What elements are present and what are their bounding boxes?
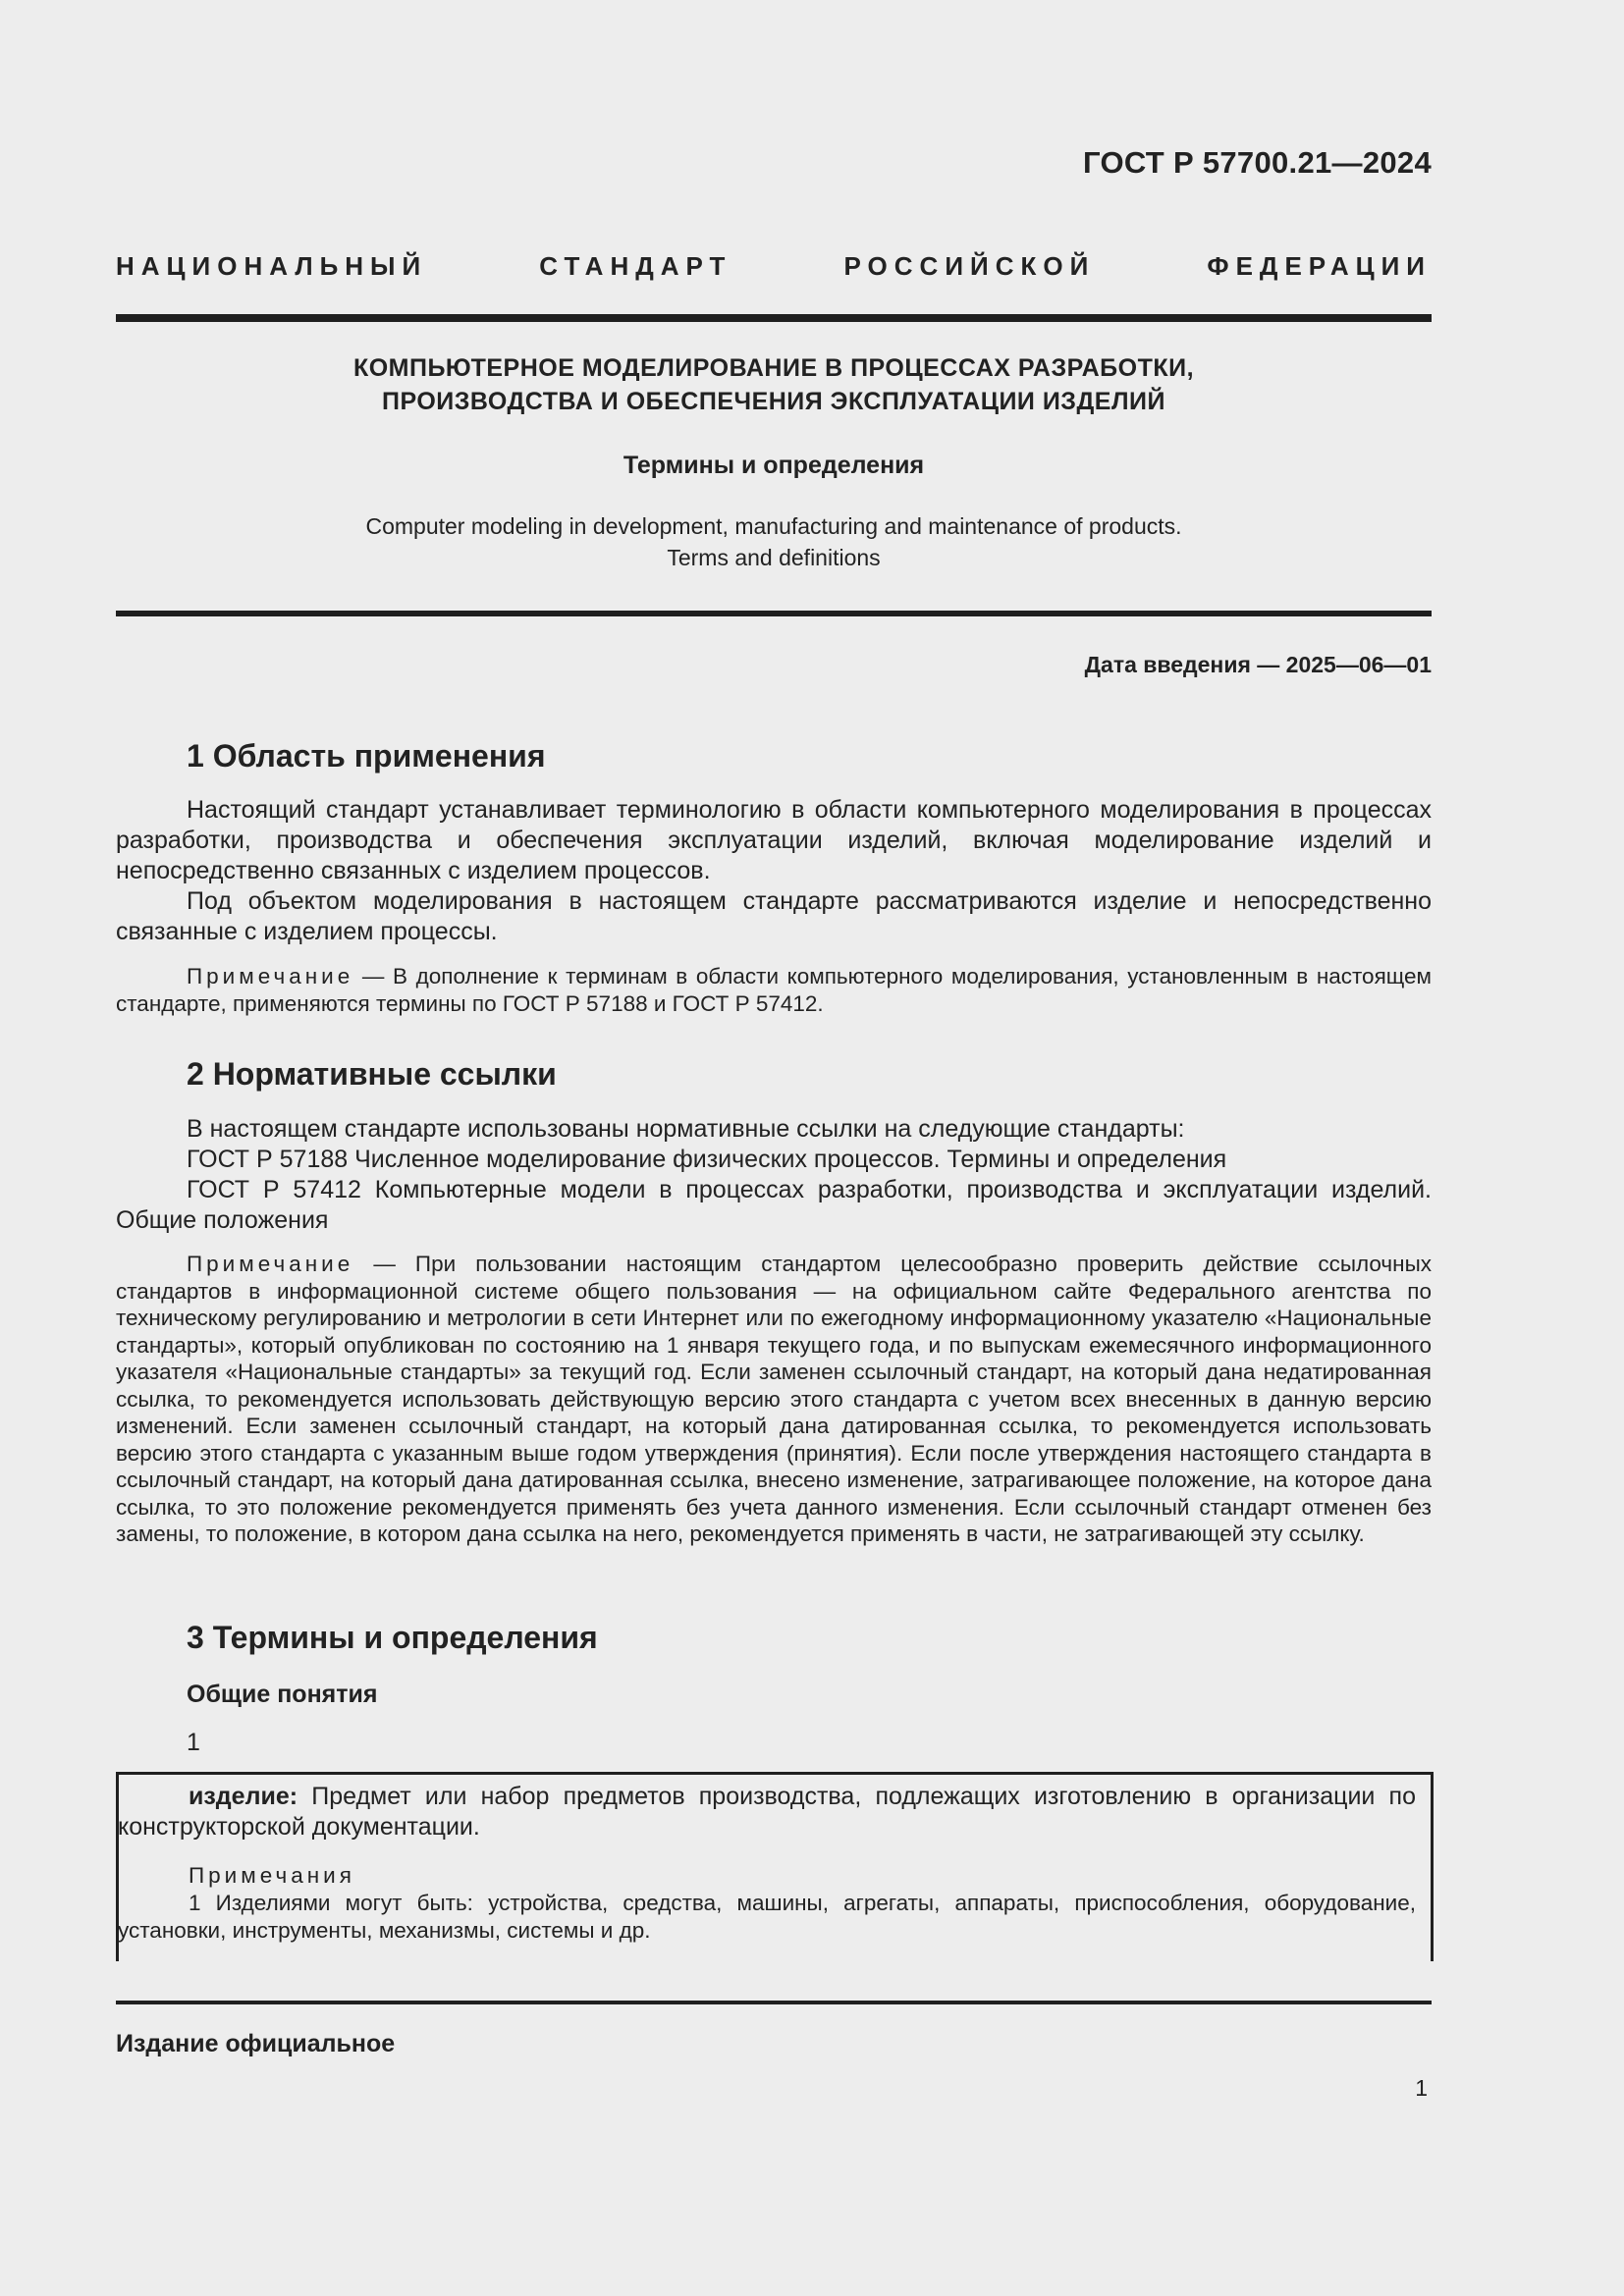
section-1-paragraph-1: [116, 795, 1432, 886]
section-1-paragraph-1-text: Настоящий стандарт устанавливает терминологию в области компьютерного моделирования в процессах разработки, производства и обеспечения эксплуатации изделий, включая моделирование изделий и непосредственно связанных с изделием процессов.: [116, 796, 1432, 884]
section-1-heading: 1 Область применения: [187, 738, 546, 774]
english-title: [116, 510, 1432, 573]
section-1-paragraph-2-text: Под объектом моделирования в настоящем стандарте рассматриваются изделие и непосредственно связанные с изделием процессы.: [116, 887, 1432, 945]
english-title-line-2: Terms and definitions: [667, 545, 881, 570]
national-standard-heading: НАЦИОНАЛЬНЫЙ СТАНДАРТ РОССИЙСКОЙ ФЕДЕРАЦИИ: [116, 251, 1432, 281]
section-3-heading: 3 Термины и определения: [187, 1620, 598, 1655]
section-3-subheading: Общие понятия: [187, 1681, 378, 1708]
notes-label-text: Примечания: [189, 1863, 355, 1888]
reference-2: [116, 1175, 1432, 1236]
document-title: [116, 351, 1432, 418]
english-title-line-1: Computer modeling in development, manufacturing and maintenance of products.: [365, 513, 1182, 539]
standard-designation: ГОСТ Р 57700.21—2024: [1083, 145, 1432, 180]
reference-2-text: ГОСТ Р 57412 Компьютерные модели в процессах разработки, производства и эксплуатации изделий. Общие положения: [116, 1176, 1432, 1234]
term-notes-label: [118, 1862, 1416, 1890]
note-text: — При пользовании настоящим стандартом целесообразно проверить действие ссылочных стандартов в информационной системе общего пользования — на официальном сайте Федерального агентства по техническому регулированию и метрологии в сети Интернет или по ежегодному информационному указателю «Национальные стандарты», который опубликован по состоянию на 1 января текущего года, и по выпускам ежемесячного информационного указателя «Национальные стандарты» за текущий год. Если заменен ссылочный стандарт, на который дана недатированная ссылка, то рекомендуется использовать действующую версию этого стандарта с учетом всех внесенных в данную версию изменений. Если заменен ссылочный стандарт, на который дана датированная ссылка, то рекомендуется использовать версию этого стандарта с указанным выше годом утверждения (принятия). Если после утверждения настоящего стандарта в ссылочный стандарт, на который дана датированная ссылка, внесено изменение, затрагивающее положение, на которое дана ссылка, то это положение рекомендуется применять без учета данного изменения. Если ссылочный стандарт отменен без замены, то положение, в котором дана ссылка на него, рекомендуется применять в части, не затрагивающей эту ссылку.: [116, 1252, 1432, 1546]
section-2-paragraph-1: [116, 1114, 1432, 1145]
header-rule: [116, 314, 1432, 322]
reference-1-text: ГОСТ Р 57188 Численное моделирование физических процессов. Термины и определения: [187, 1146, 1227, 1173]
term-note-1-text: 1 Изделиями могут быть: устройства, средства, машины, агрегаты, аппараты, приспособления, оборудование, установки, инструменты, механизмы, системы и др.: [118, 1891, 1416, 1943]
term-name: изделие:: [189, 1783, 298, 1810]
section-2-note: [116, 1251, 1432, 1548]
title-line-1: КОМПЬЮТЕРНОЕ МОДЕЛИРОВАНИЕ В ПРОЦЕССАХ РАЗРАБОТКИ,: [352, 354, 1195, 382]
reference-1: [116, 1145, 1432, 1175]
note-label: Примечание: [187, 964, 354, 988]
term-number: 1: [187, 1729, 200, 1756]
section-1-paragraph-2: [116, 886, 1432, 947]
term-definition: [118, 1782, 1416, 1842]
term-definition-text: Предмет или набор предметов производства, подлежащих изготовлению в организации по конструкторской документации.: [118, 1783, 1416, 1841]
footer-rule: [116, 2001, 1432, 2004]
section-1-note: [116, 963, 1432, 1017]
term-note-1: [118, 1890, 1416, 1944]
official-edition-label: Издание официальное: [116, 2030, 396, 2057]
title-rule: [116, 611, 1432, 616]
section-2-paragraph-1-text: В настоящем стандарте использованы нормативные ссылки на следующие стандарты:: [187, 1115, 1185, 1143]
title-line-2: ПРОИЗВОДСТВА И ОБЕСПЕЧЕНИЯ ЭКСПЛУАТАЦИИ ИЗДЕЛИЙ: [382, 388, 1165, 415]
introduction-date: Дата введения — 2025—06—01: [1084, 652, 1432, 677]
note-text: — В дополнение к терминам в области компьютерного моделирования, установленным в настоящем стандарте, применяются термины по ГОСТ Р 57188 и ГОСТ Р 57412.: [116, 964, 1432, 1016]
page-number: 1: [1415, 2075, 1428, 2101]
note-label: Примечание: [187, 1252, 354, 1276]
section-2-heading: 2 Нормативные ссылки: [187, 1056, 557, 1092]
document-subtitle: Термины и определения: [623, 452, 925, 479]
